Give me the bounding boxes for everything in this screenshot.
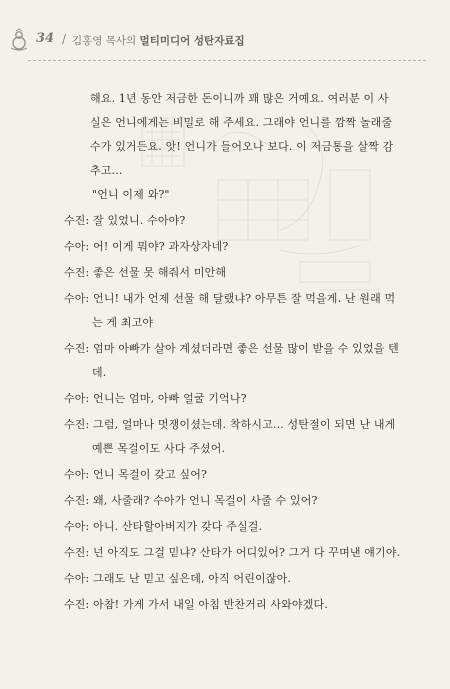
text-line: 실은 언니에게는 비밀로 해 주세요. 그래야 언니를 깜짝 놀래줄 — [90, 116, 393, 129]
dialogue-line-continued: 는 게 최고야 — [92, 316, 154, 329]
running-header — [8, 28, 438, 54]
dialogue-line: 수진: 잘 있었니. 수아야? — [64, 214, 186, 227]
dialogue-line: 수아: 언니는 엄마, 아빠 얼굴 기억나? — [64, 392, 247, 405]
dialogue-line: 수진: 좋은 선물 못 해줘서 미안해 — [64, 266, 227, 279]
dialogue-line: 수아: 어! 이게 뭐야? 과자상자네? — [64, 240, 229, 253]
dialogue-line: 수아: 그래도 난 믿고 싶은데, 아직 어린이잖아. — [64, 572, 291, 585]
page-number: 34 — [36, 31, 55, 46]
header-rule — [28, 60, 426, 61]
running-title-prefix: 김홍영 목사의 — [72, 35, 137, 47]
header-divider: / — [62, 32, 67, 46]
dialogue-line: 수진: 아참! 가게 가서 내일 아침 반찬거리 사와야겠다. — [64, 598, 328, 611]
running-title-main: 멀티미디어 성탄자료집 — [139, 35, 245, 47]
dialogue-line: 수아: 언니! 내가 언제 선물 해 달랬냐? 아무튼 잘 먹을게. 난 원래 먹 — [64, 292, 396, 305]
dialogue-line: 수진: 그럼, 얼마나 멋쟁이셨는데. 착하시고... 성탄절이 되면 난 내게 — [64, 418, 396, 431]
dialogue-line-continued: 예쁜 목걸이도 사다 주셨어. — [92, 442, 226, 455]
text-line: "언니 이제 와?" — [92, 188, 170, 201]
dialogue-line: 수진: 넌 아직도 그걸 믿냐? 산타가 어디있어? 그거 다 꾸며낸 얘기야. — [64, 546, 401, 559]
text-line: 수가 있거든요. 앗! 언니가 들어오나 보다. 이 저금통을 살짝 감 — [90, 140, 394, 153]
dialogue-line: 수진: 엄마 아빠가 살아 계셨더라면 좋은 선물 많이 받을 수 있었을 텐 — [64, 342, 399, 355]
text-line: 추고... — [90, 164, 123, 177]
dialogue-line: 수아: 언니 목걸이 갖고 싶어? — [64, 468, 208, 481]
dialogue-line: 수진: 왜, 사줄래? 수아가 언니 목걸이 사줄 수 있어? — [64, 494, 318, 507]
dialogue-line-continued: 데. — [92, 366, 107, 379]
running-title — [72, 33, 245, 48]
logo-icon — [8, 28, 30, 52]
text-line: 해요. 1년 동안 저금한 돈이니까 꽤 많은 거예요. 여러분 이 사 — [90, 92, 389, 105]
dialogue-line: 수아: 아니. 산타할아버지가 갖다 주실걸. — [64, 520, 263, 533]
